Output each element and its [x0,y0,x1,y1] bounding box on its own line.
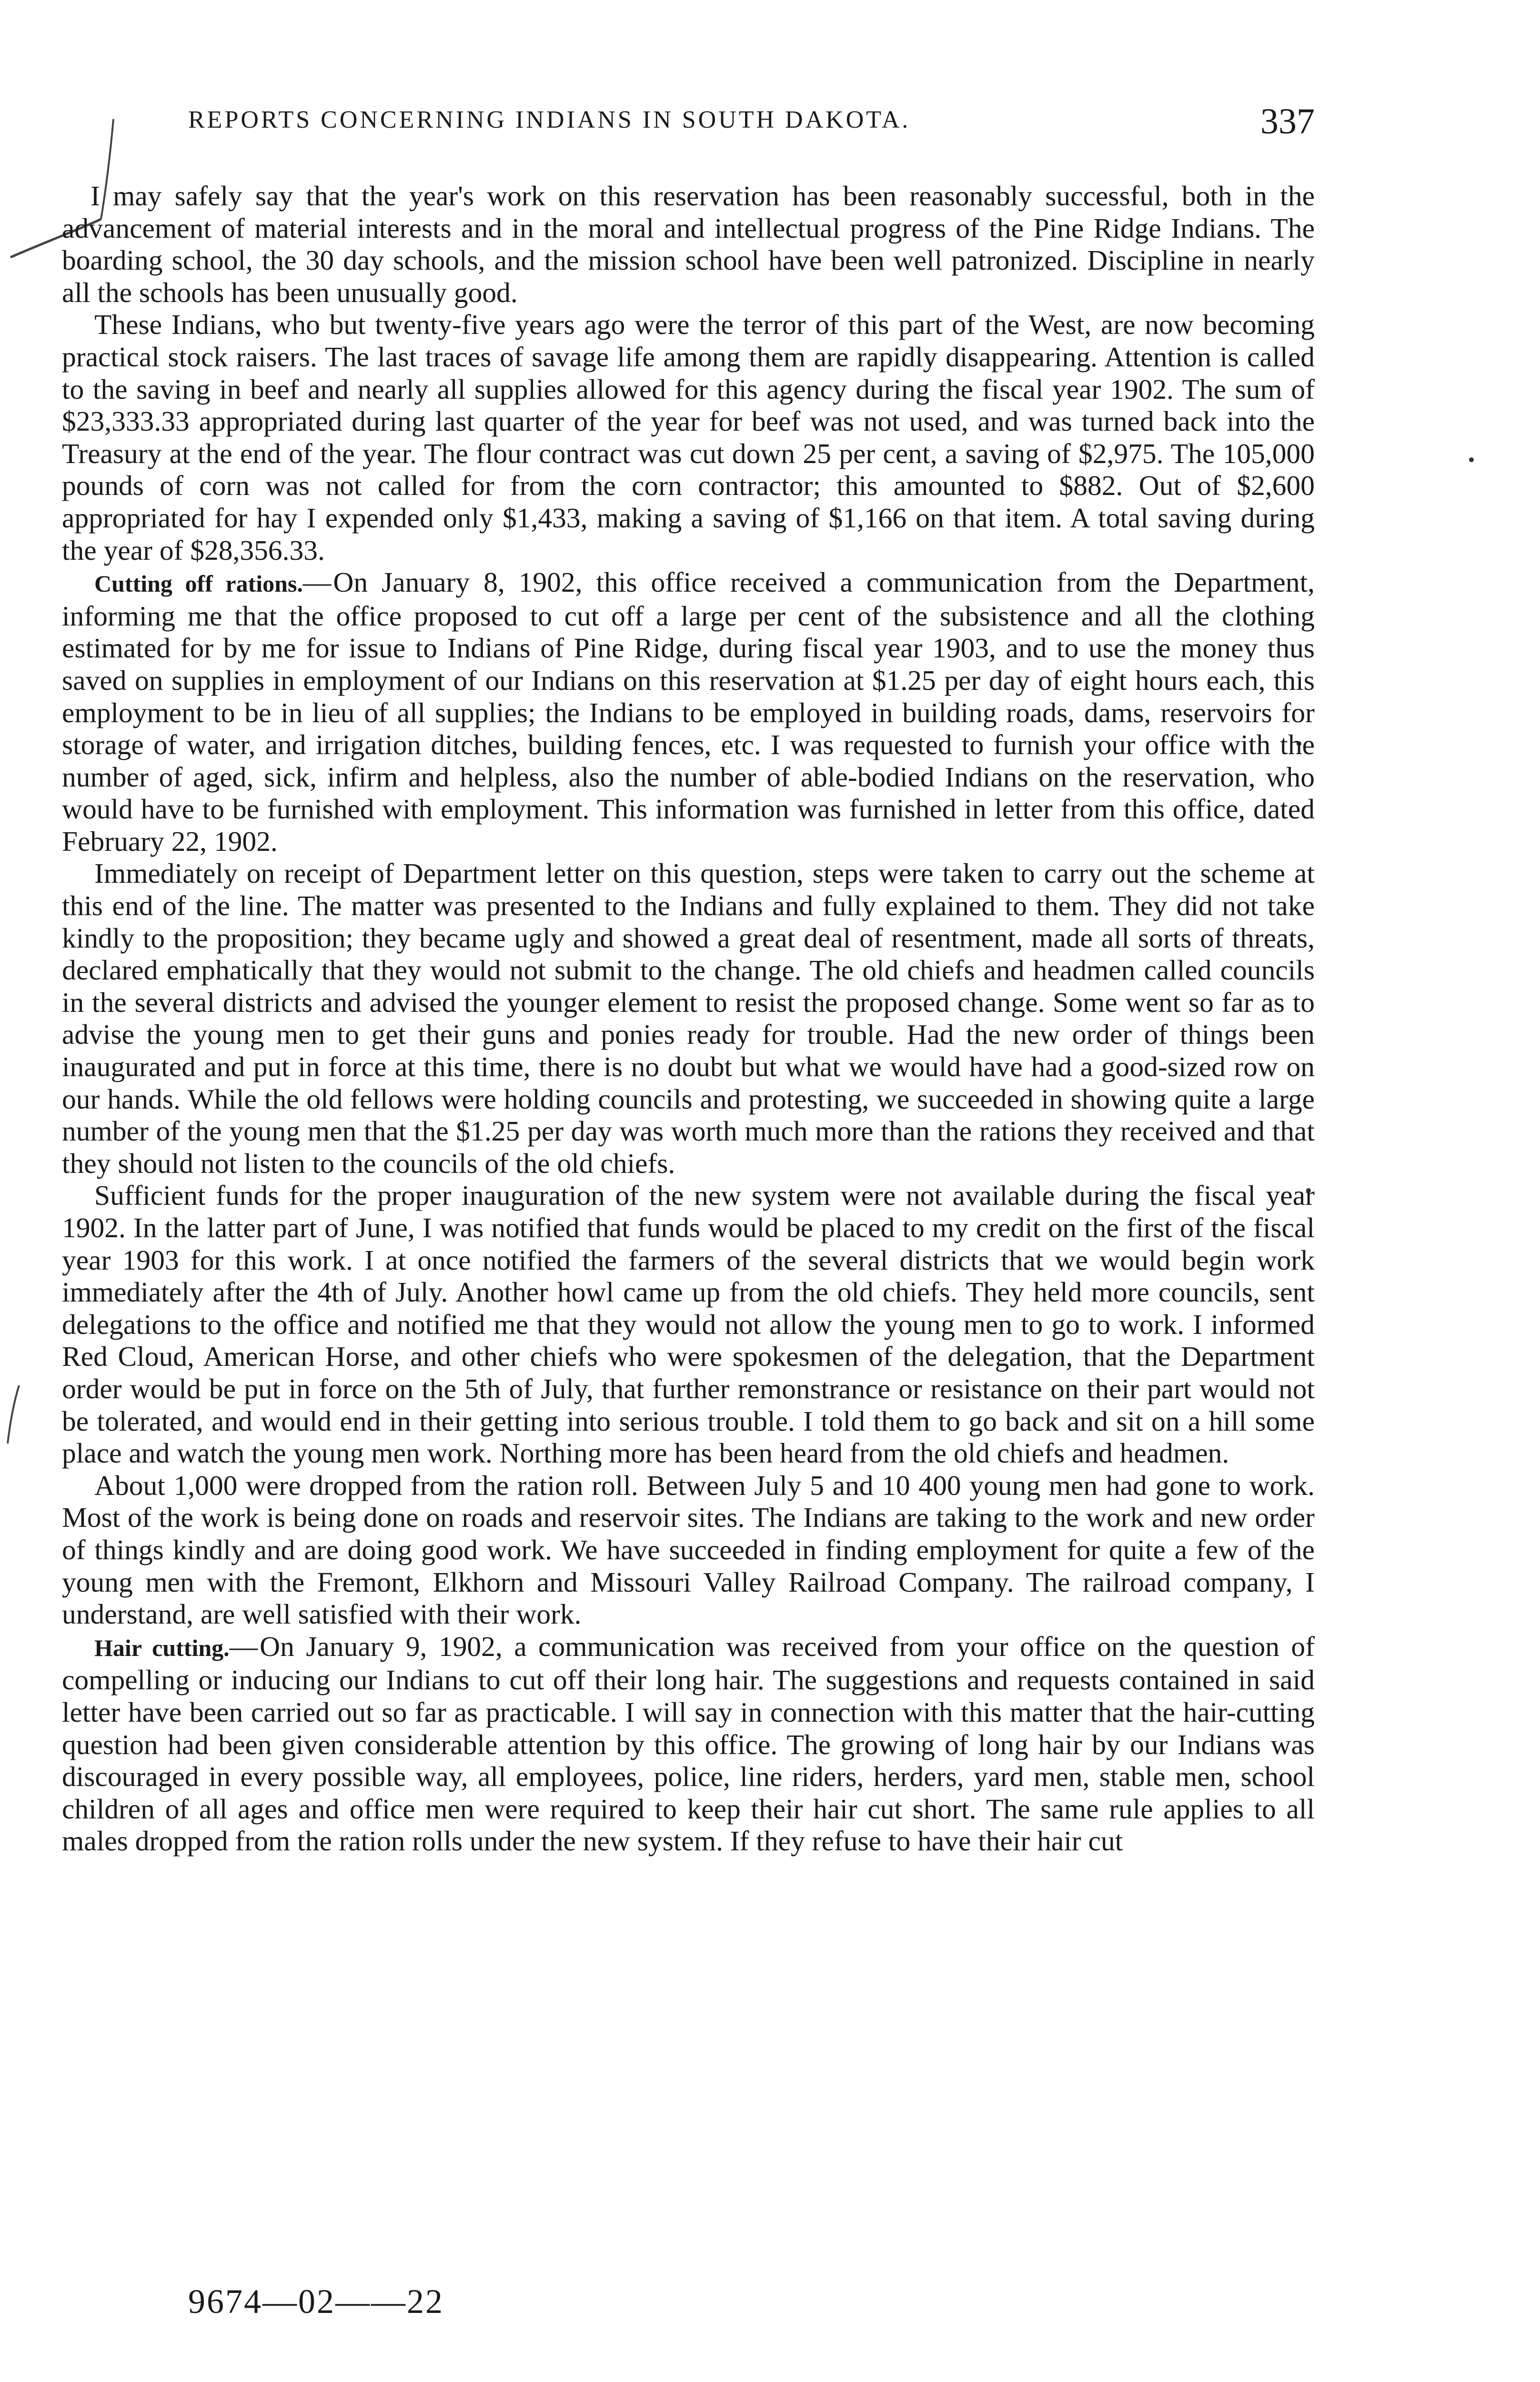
paragraph-text: Immediately on receipt of Department letter on this question, steps were taken to carry out the scheme at this end of the line. The matter was presented to the Indians and fully explained to them. They did not take kindly to the proposition; they became ugly and showed a great deal of resentment, made all sorts of threats, declared emphatically that they would not submit to the change. The old chiefs and headmen called councils in the several districts and advised the younger element to resist the proposed change. Some went so far as to advise the young men to get their guns and ponies ready for trouble. Had the new order of things been inaugurated and put in force at this time, there is no doubt but what we would have had a good-sized row on our hands. While the old fellows were holding councils and protesting, we succeeded in showing quite a large number of the young men that the $1.25 per day was worth much more than the rations they received and that they should not listen to the councils of the old chiefs. [62,858,1315,1179]
section-heading: Hair cutting. [94,1634,230,1661]
paragraph-text: These Indians, who but twenty-five years ago were the terror of this part of the West, are now becoming practical stock raisers. The last traces of savage life among them are rapidly disappearing. Attention is called to the saving in beef and nearly all supplies allowed for this agency during the fiscal year 1902. The sum of $23,333.33 appropriated during last quarter of the year for beef was not used, and was turned back into the Treasury at the end of the year. The flour contract was cut down 25 per cent, a saving of $2,975. The 105,000 pounds of corn was not called for from the corn contractor; this amounted to $882. Out of $2,600 appropriated for hay I expended only $1,433, making a saving of $1,166 on that item. A total saving during the year of $28,356.33. [62,309,1315,566]
heading-dash: — [302,566,332,598]
paragraph-text: Sufficient funds for the proper inauguration of the new system were not available during the fiscal year 1902. In the latter part of June, I was notified that funds would be placed to my credit on the first of the fiscal year 1903 for this work. I at once notified the farmers of the several districts that we would begin work immediately after the 4th of July. Another howl came up from the old chiefs. They held more councils, sent delegations to the office and notified me that they would not allow the young men to go to work. I informed Red Cloud, American Horse, and other chiefs who were spokesmen of the delegation, that the Department order would be put in force on the 5th of July, that further remonstrance or resistance on their part would not be tolerated, and would end in their getting into serious trouble. I told them to go back and sit on a hill some place and watch the young men work. Northing more has been heard from the old chiefs and headmen. [62,1180,1315,1469]
running-title: REPORTS CONCERNING INDIANS IN SOUTH DAKOTA. [188,106,911,133]
paragraph [62,1180,1315,1469]
page-number: 337 [1260,101,1315,141]
paragraph [62,858,1315,1180]
paragraph-text: I may safely say that the year's work on this reservation has been reasonably successful, both in the advancement of material interests and in the moral and intellectual progress of the Pine Ridge Indians. The boarding school, the 30 day schools, and the mission school have been well patronized. Discipline in nearly all the schools has been unusually good. [62,180,1315,308]
running-head [188,101,1315,144]
paragraph [62,566,1315,858]
section-heading: Cutting off rations. [94,570,303,597]
paragraph-text: About 1,000 were dropped from the ration roll. Between July 5 and 10 400 young men had gone to work. Most of the work is being done on roads and reservoir sites. The Indians are taking to the work and new order of things kindly and are doing good work. We have succeeded in finding employment for quite a few of the young men with the Fremont, Elkhorn and Missouri Valley Railroad Company. The railroad company, I understand, are well satisfied with their work. [62,1469,1315,1630]
body-text [62,180,1315,1857]
printer-signature: 9674—02——22 [188,2282,444,2321]
margin-dot [1469,457,1474,462]
paragraph [62,180,1315,309]
paragraph [62,309,1315,566]
paragraph [62,1631,1315,1857]
paragraph-text: On January 9, 1902, a communication was received from your office on the question of compelling or inducing our Indians to cut off their long hair. The suggestions and requests contained in said letter have been carried out so far as practicable. I will say in connection with this matter that the hair-cutting question had been given considerable attention by this office. The growing of long hair by our Indians was discouraged in every possible way, all employees, police, line riders, herders, yard men, stable men, school children of all ages and office men were required to keep their hair cut short. The same rule applies to all males dropped from the ration rolls under the new system. If they refuse to have their hair cut [62,1630,1315,1857]
paragraph-text: On January 8, 1902, this office received a communication from the Department, informing me that the office proposed to cut off a large per cent of the subsistence and all the clothing estimated for by me for issue to Indians of Pine Ridge, during fiscal year 1903, and to use the money thus saved on supplies in employment of our Indians on this reservation at $1.25 per day of eight hours each, this employment to be in lieu of all supplies; the Indians to be employed in building roads, dams, reservoirs for storage of water, and irrigation ditches, building fences, etc. I was requested to furnish your office with the number of aged, sick, infirm and helpless, also the number of able-bodied Indians on the reservation, who would have to be furnished with employment. This information was furnished in letter from this office, dated February 22, 1902. [62,566,1315,857]
heading-dash: — [229,1630,258,1662]
paragraph [62,1470,1315,1631]
pencil-margin-mark-lower [0,1382,29,1448]
